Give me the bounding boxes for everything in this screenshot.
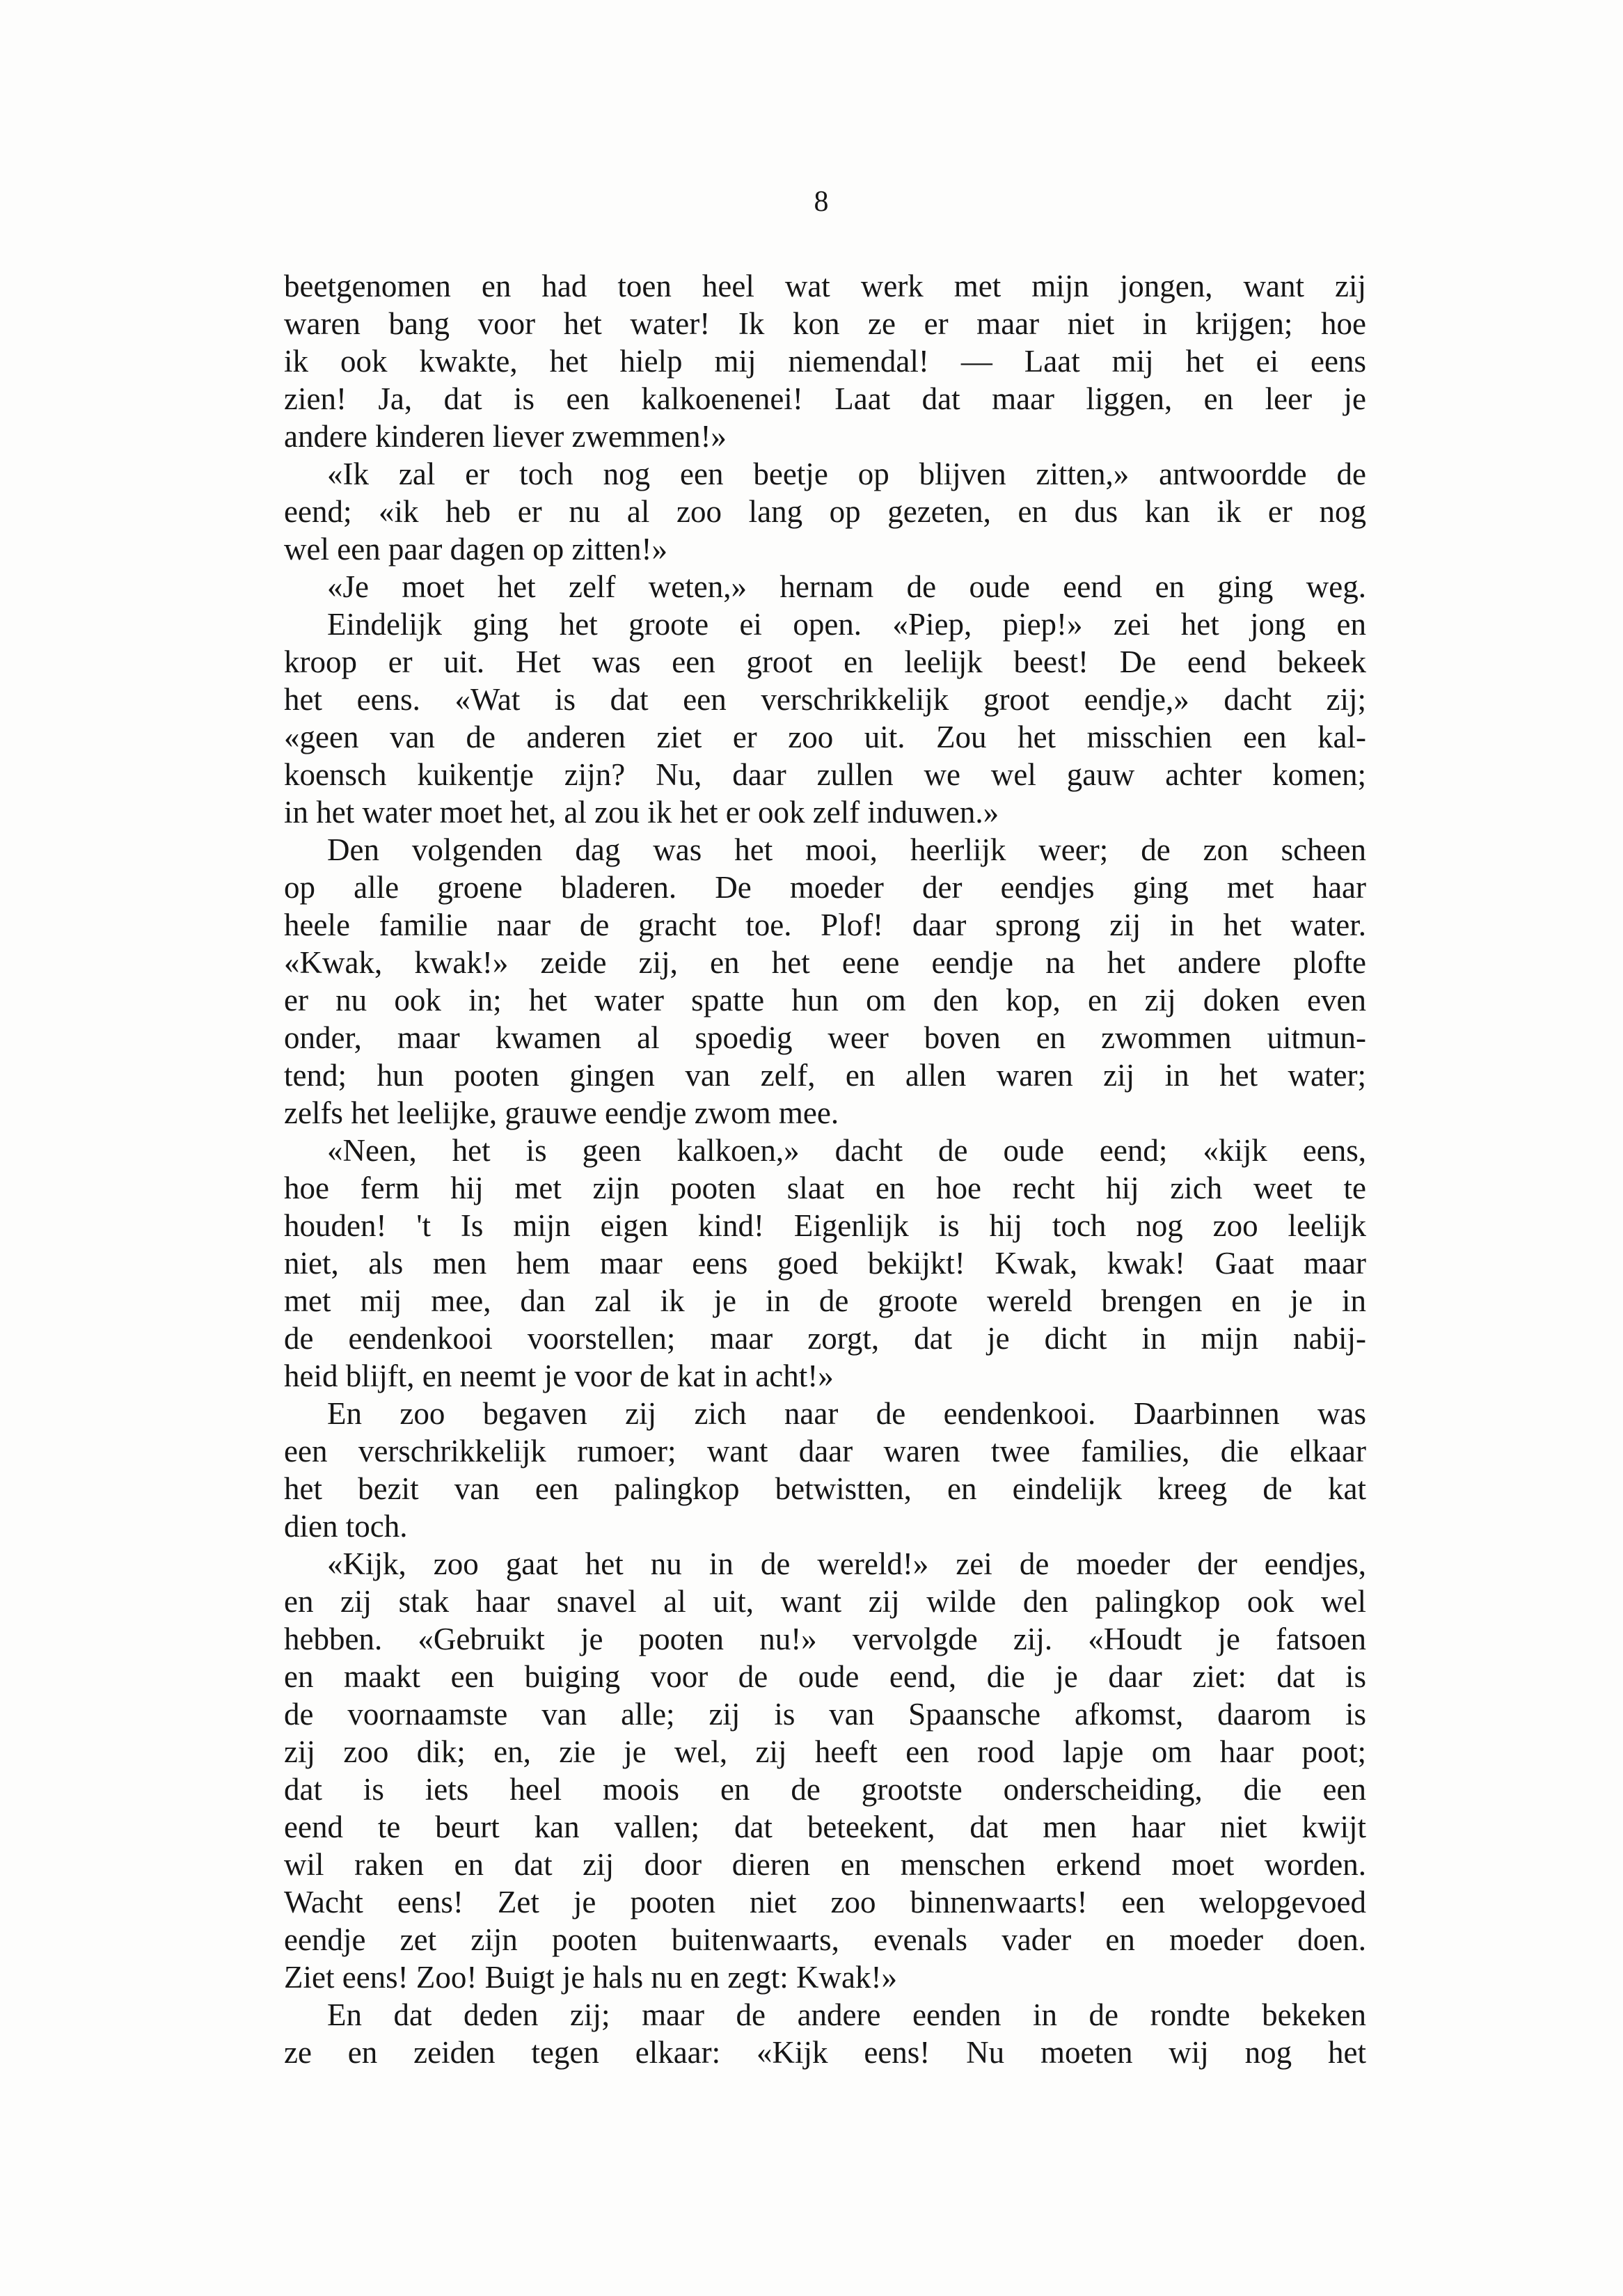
text-line: beetgenomen en had toen heel wat werk met mijn jongen, want zij — [284, 269, 1366, 303]
text-line: «Kijk, zoo gaat het nu in de wereld!» zei de moeder der eendjes, — [327, 1546, 1366, 1581]
text-line: «Je moet het zelf weten,» hernam de oude eend en ging weg. — [327, 569, 1366, 604]
text-line: onder, maar kwamen al spoedig weer boven en zwommen uitmun- — [284, 1020, 1366, 1055]
page-number: 8 — [814, 186, 829, 218]
text-line: ze en zeiden tegen elkaar: «Kijk eens! Nu moeten wij nog het — [284, 2035, 1366, 2070]
text-line: heele familie naar de gracht toe. Plof! daar sprong zij in het water. — [284, 908, 1366, 942]
body-text — [284, 267, 1366, 2071]
text-line: eendje zet zijn pooten buitenwaarts, evenals vader en moeder doen. — [284, 1922, 1366, 1957]
text-line: heid blijft, en neemt je voor de kat in acht!» — [284, 1359, 834, 1393]
text-line: en maakt een buiging voor de oude eend, die je daar ziet: dat is — [284, 1659, 1366, 1694]
text-line: zelfs het leelijke, grauwe eendje zwom mee. — [284, 1095, 839, 1130]
text-line: het eens. «Wat is dat een verschrikkelijk groot eendje,» dacht zij; — [284, 682, 1366, 717]
text-line: «Neen, het is geen kalkoen,» dacht de oude eend; «kijk eens, — [327, 1133, 1366, 1168]
text-line: de voornaamste van alle; zij is van Spaansche afkomst, daarom is — [284, 1697, 1366, 1732]
text-line: wil raken en dat zij door dieren en menschen erkend moet worden. — [284, 1847, 1366, 1882]
text-line: kroop er uit. Het was een groot en leelijk beest! De eend bekeek — [284, 644, 1366, 679]
text-line: op alle groene bladeren. De moeder der eendjes ging met haar — [284, 870, 1366, 905]
text-line: het bezit van een palingkop betwistten, en eindelijk kreeg de kat — [284, 1471, 1366, 1506]
text-line: «Ik zal er toch nog een beetje op blijven zitten,» antwoordde de — [327, 457, 1366, 491]
text-line: met mij mee, dan zal ik je in de groote wereld brengen en je in — [284, 1283, 1366, 1318]
text-line: eend; «ik heb er nu al zoo lang op gezeten, en dus kan ik er nog — [284, 494, 1366, 529]
text-line: tend; hun pooten gingen van zelf, en allen waren zij in het water; — [284, 1058, 1366, 1093]
text-line: Eindelijk ging het groote ei open. «Piep, piep!» zei het jong en — [327, 607, 1366, 642]
text-line: dat is iets heel moois en de grootste onderscheiding, die een — [284, 1772, 1366, 1807]
text-line: er nu ook in; het water spatte hun om den kop, en zij doken even — [284, 983, 1366, 1018]
text-line: Ziet eens! Zoo! Buigt je hals nu en zegt: Kwak!» — [284, 1960, 897, 1995]
text-line: hebben. «Gebruikt je pooten nu!» vervolgde zij. «Houdt je fatsoen — [284, 1622, 1366, 1656]
text-line: En dat deden zij; maar de andere eenden in de rondte bekeken — [327, 1997, 1366, 2032]
text-line: ik ook kwakte, het hielp mij niemendal! — Laat mij het ei eens — [284, 344, 1366, 379]
text-line: wel een paar dagen op zitten!» — [284, 532, 667, 567]
text-line: dien toch. — [284, 1509, 408, 1544]
text-line: en zij stak haar snavel al uit, want zij wilde den palingkop ook wel — [284, 1584, 1366, 1619]
text-line: zien! Ja, dat is een kalkoenenei! Laat dat maar liggen, en leer je — [284, 381, 1366, 416]
text-line: een verschrikkelijk rumoer; want daar waren twee families, die elkaar — [284, 1434, 1366, 1468]
text-line: En zoo begaven zij zich naar de eendenkooi. Daarbinnen was — [327, 1396, 1366, 1431]
text-line: Den volgenden dag was het mooi, heerlijk weer; de zon scheen — [327, 832, 1366, 867]
text-line: koensch kuikentje zijn? Nu, daar zullen we wel gauw achter komen; — [284, 757, 1366, 792]
text-line: zij zoo dik; en, zie je wel, zij heeft een rood lapje om haar poot; — [284, 1734, 1366, 1769]
text-line: hoe ferm hij met zijn pooten slaat en hoe recht hij zich weet te — [284, 1171, 1366, 1205]
text-line: houden! 't Is mijn eigen kind! Eigenlijk is hij toch nog zoo leelijk — [284, 1208, 1366, 1243]
text-line: de eendenkooi voorstellen; maar zorgt, dat je dicht in mijn nabij- — [284, 1321, 1366, 1356]
text-line: in het water moet het, al zou ik het er ook zelf induwen.» — [284, 795, 999, 830]
text-line: Wacht eens! Zet je pooten niet zoo binnenwaarts! een welopgevoed — [284, 1885, 1366, 1919]
text-line: waren bang voor het water! Ik kon ze er maar niet in krijgen; hoe — [284, 306, 1366, 341]
text-line: «geen van de anderen ziet er zoo uit. Zou het misschien een kal- — [284, 720, 1366, 754]
text-line: niet, als men hem maar eens goed bekijkt! Kwak, kwak! Gaat maar — [284, 1246, 1366, 1281]
text-line: «Kwak, kwak!» zeide zij, en het eene eendje na het andere plofte — [284, 945, 1366, 980]
text-line: andere kinderen liever zwemmen!» — [284, 419, 727, 454]
text-line: eend te beurt kan vallen; dat beteekent, dat men haar niet kwijt — [284, 1810, 1366, 1844]
